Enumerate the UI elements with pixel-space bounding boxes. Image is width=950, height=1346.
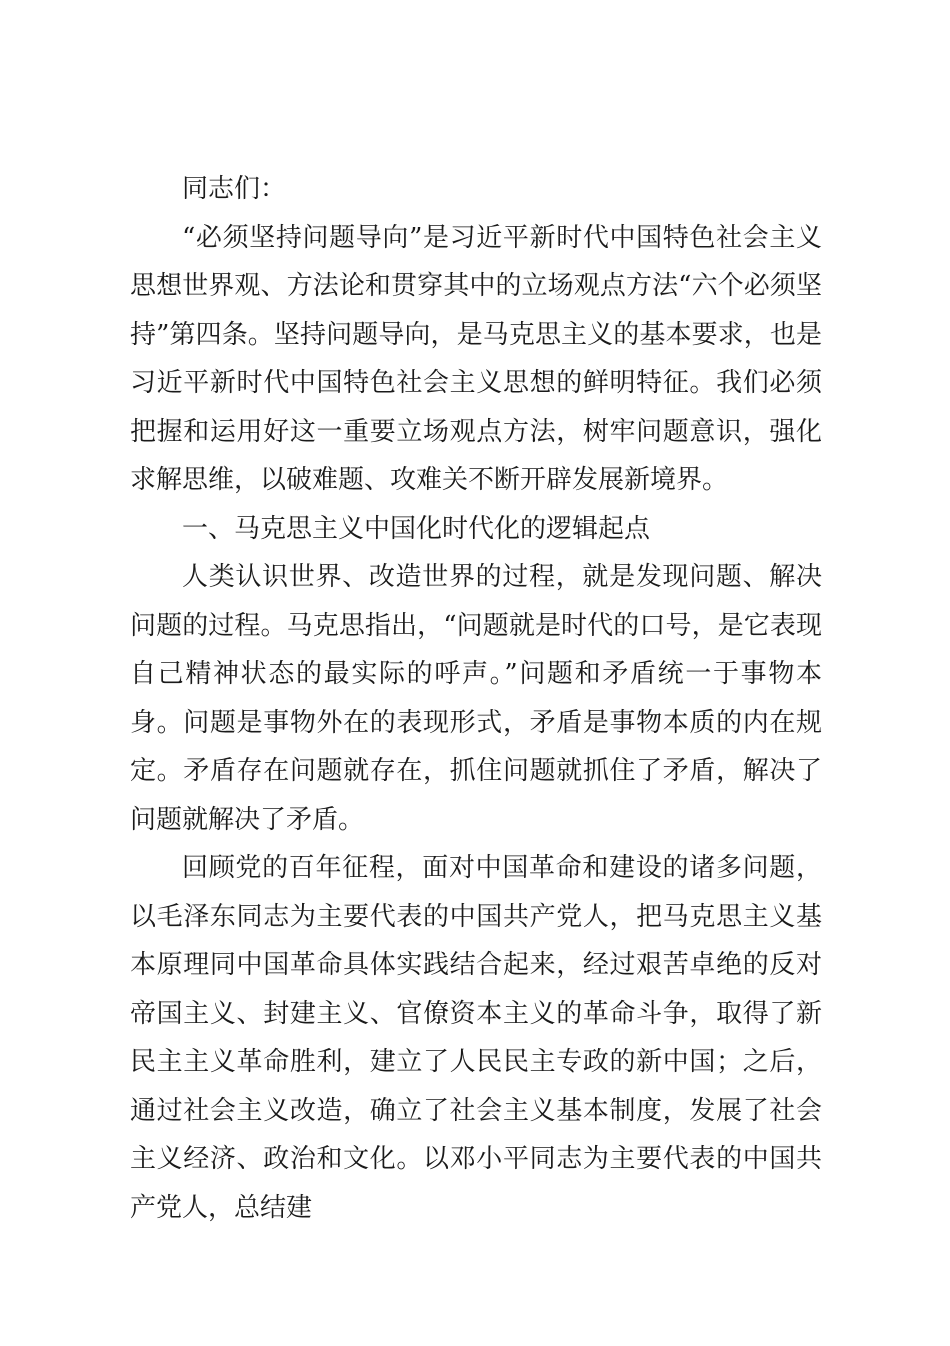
salutation: 同志们： bbox=[182, 174, 287, 204]
intro-paragraph: “必须坚持问题导向”是习近平新时代中国特色社会主义思想世界观、方法论和贯穿其中的立场观点方法“六个必须坚持”第四条。坚持问题导向，是马克思主义的基本要求，也是习近平新时代中国特色社会主义思想的鲜明特征。我们必须把握和运用好这一重要立场观点方法，树牢问题意识，强化求解思维，以破难题、攻难关不断开辟发展新境界。 bbox=[130, 222, 822, 495]
body-paragraph: 人类认识世界、改造世界的过程，就是发现问题、解决问题的过程。马克思指出，“问题就是时代的口号，是它表现自己精神状态的最实际的呼声。”问题和矛盾统一于事物本身。问题是事物外在的表现形式，矛盾是事物本质的内在规定。矛盾存在问题就存在，抓住问题就抓住了矛盾，解决了问题就解决了矛盾。 bbox=[130, 562, 822, 835]
section-heading: 一、马克思主义中国化时代化的逻辑起点 bbox=[182, 513, 651, 544]
document-body bbox=[130, 165, 822, 1232]
body-paragraph: 回顾党的百年征程，面对中国革命和建设的诸多问题，以毛泽东同志为主要代表的中国共产党人，把马克思主义基本原理同中国革命具体实践结合起来，经过艰苦卓绝的反对帝国主义、封建主义、官僚资本主义的革命斗争，取得了新民主主义革命胜利，建立了人民民主专政的新中国；之后，通过社会主义改造，确立了社会主义基本制度，发展了社会主义经济、政治和文化。以邓小平同志为主要代表的中国共产党人，总结建 bbox=[130, 853, 822, 1223]
